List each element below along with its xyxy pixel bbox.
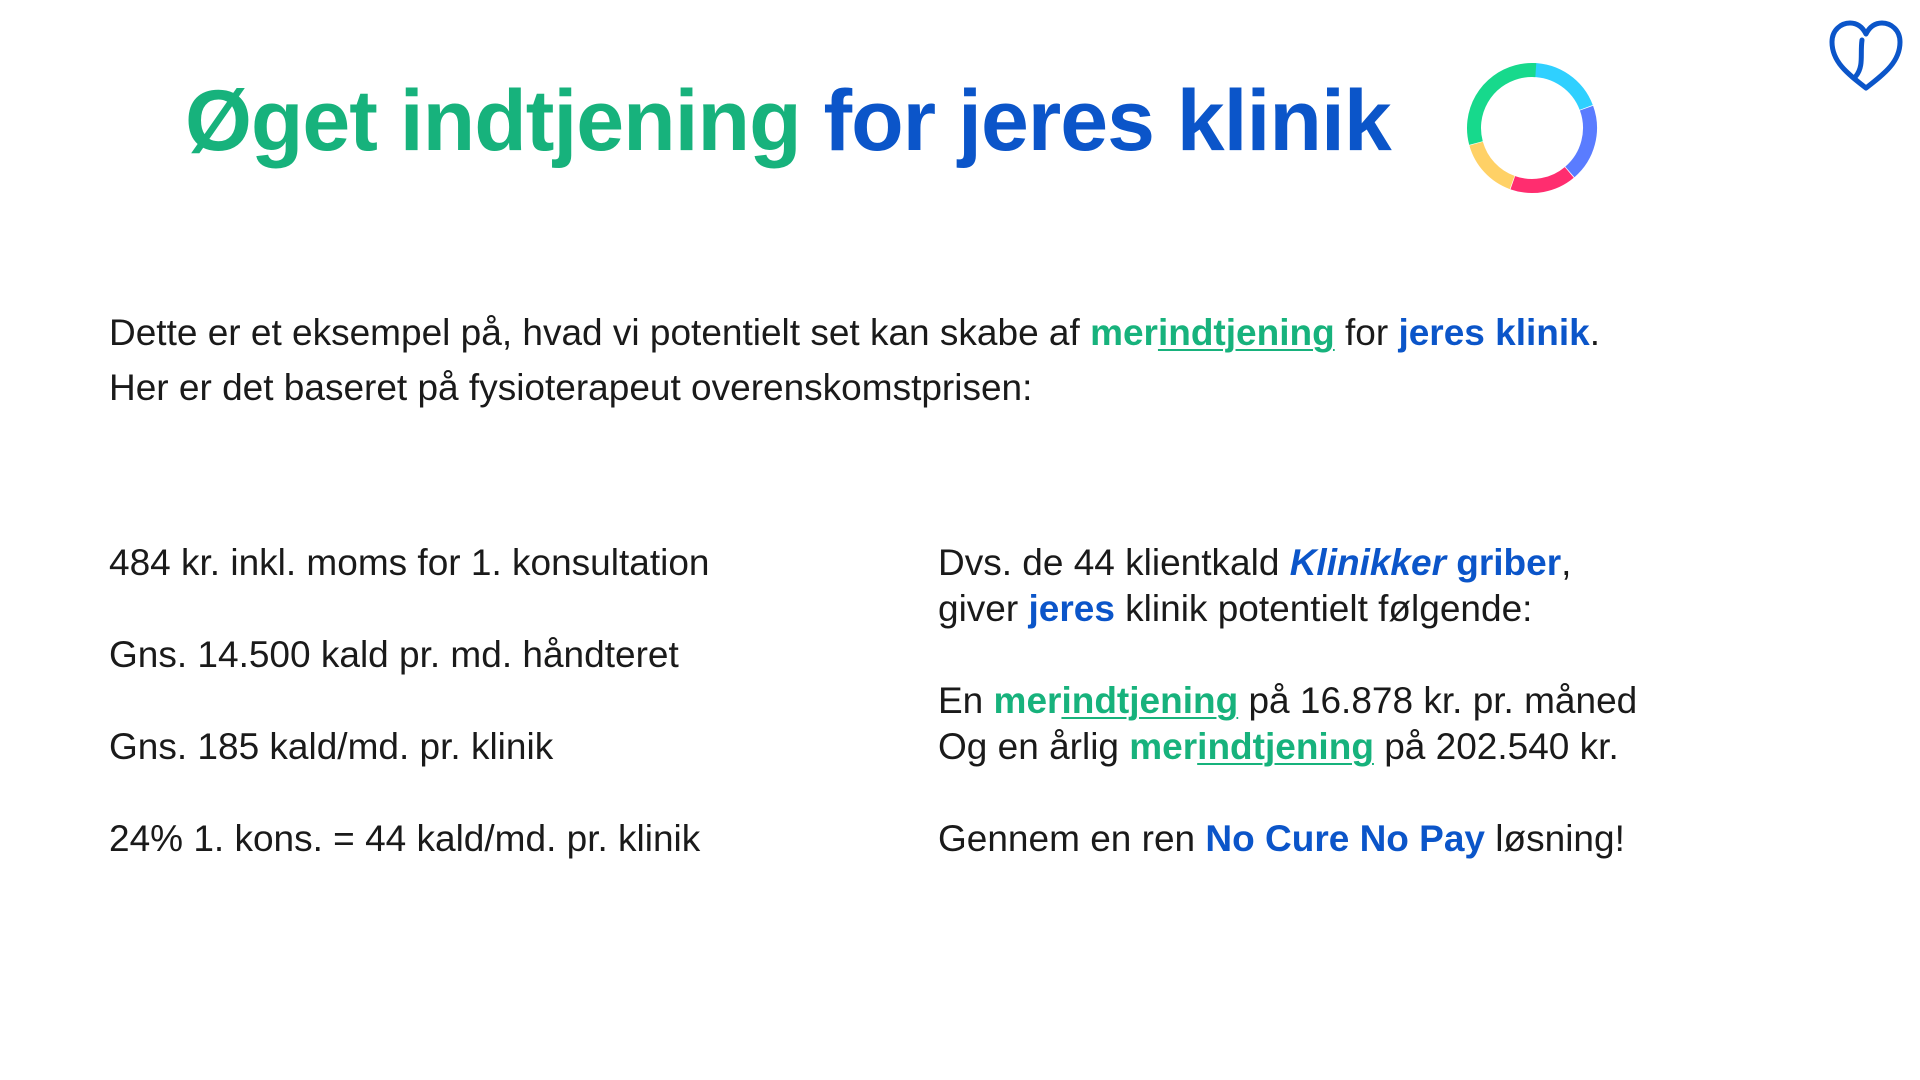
keyword-klinikker: Klinikker	[1289, 542, 1446, 583]
right-line-1	[938, 540, 1637, 586]
right-line-4	[938, 724, 1637, 770]
right-text-segment: En	[938, 680, 994, 721]
right-text-segment: giver	[938, 588, 1029, 629]
right-text-segment: på 16.878 kr. pr. måned	[1238, 680, 1638, 721]
right-text-segment: Og en årlig	[938, 726, 1130, 767]
keyword-indtjening: indtjening	[1061, 680, 1239, 721]
right-text-segment: klinik potentielt følgende:	[1114, 588, 1533, 629]
intro-line-1	[109, 305, 1600, 360]
intro-text-segment: for	[1334, 312, 1399, 353]
intro-text-segment: .	[1589, 312, 1601, 353]
page-title	[185, 73, 1391, 169]
keyword-mer: mer	[993, 680, 1062, 721]
right-text-segment: ,	[1561, 542, 1572, 583]
right-text-segment: løsning!	[1485, 818, 1625, 859]
keyword-jeres-klinik: jeres klinik	[1398, 312, 1590, 353]
keyword-indtjening: indtjening	[1197, 726, 1374, 767]
keyword-griber: griber	[1445, 542, 1562, 583]
keyword-no-cure-no-pay: No Cure No Pay	[1205, 818, 1486, 859]
right-column	[938, 540, 1637, 908]
right-line-2	[938, 586, 1637, 632]
left-item: Gns. 14.500 kald pr. md. håndteret	[109, 634, 679, 675]
left-item: 24% 1. kons. = 44 kald/md. pr. klinik	[109, 818, 701, 859]
title-part-blue: for jeres klinik	[823, 73, 1391, 169]
color-ring-icon	[1462, 58, 1602, 198]
keyword-mer: mer	[1090, 312, 1158, 353]
left-item: 484 kr. inkl. moms for 1. konsultation	[109, 542, 710, 583]
left-item: Gns. 185 kald/md. pr. klinik	[109, 726, 554, 767]
right-line-5	[938, 816, 1637, 862]
intro-text	[109, 305, 1600, 415]
right-text-segment: Dvs. de 44 klientkald	[938, 542, 1290, 583]
keyword-mer: mer	[1129, 726, 1198, 767]
heart-icon	[1826, 18, 1906, 94]
right-line-3	[938, 678, 1637, 724]
keyword-jeres: jeres	[1028, 588, 1115, 629]
right-text-segment: på 202.540 kr.	[1373, 726, 1619, 767]
intro-text-segment: Dette er et eksempel på, hvad vi potentielt set kan skabe af	[109, 312, 1091, 353]
keyword-indtjening: indtjening	[1157, 312, 1335, 353]
right-text-segment: Gennem en ren	[938, 818, 1206, 859]
intro-line-2: Her er det baseret på fysioterapeut overenskomstprisen:	[109, 367, 1033, 408]
left-column	[109, 540, 710, 908]
title-part-green: Øget indtjening	[185, 73, 801, 169]
